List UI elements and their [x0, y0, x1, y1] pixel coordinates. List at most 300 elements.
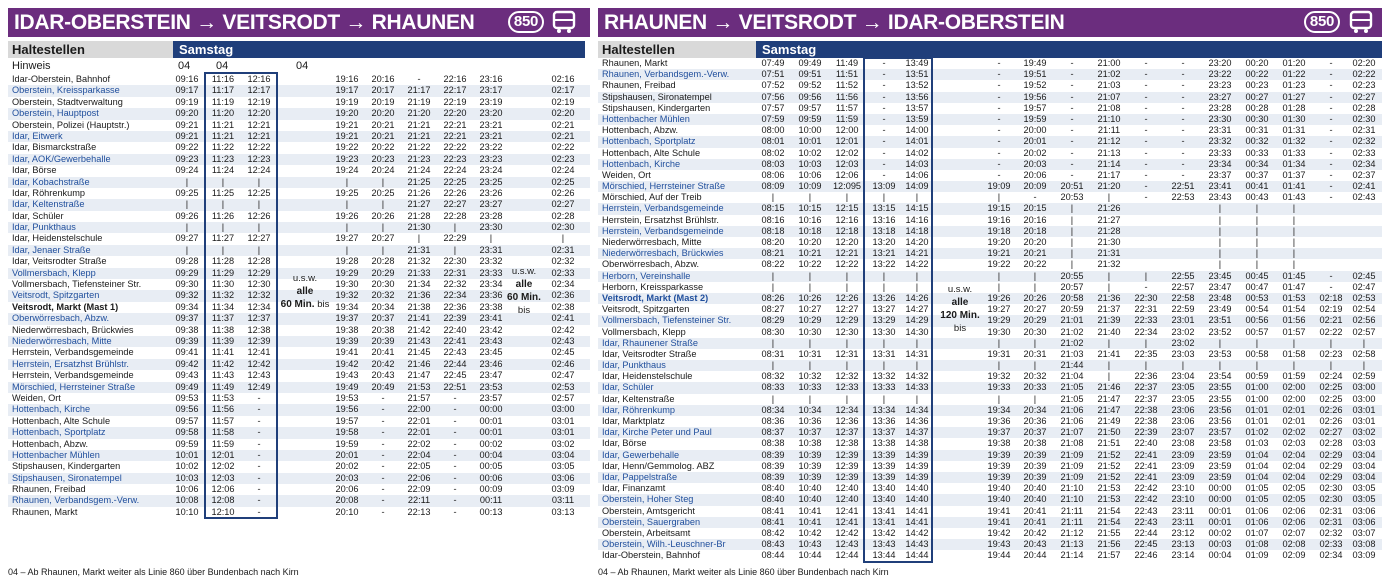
time-cell: |: [221, 222, 225, 233]
time-cell: 22:41: [1134, 449, 1158, 460]
time-cell: -: [1070, 102, 1074, 113]
table-row: [598, 550, 1382, 561]
time-cell: -: [1070, 136, 1074, 147]
time-cell: -: [257, 392, 261, 403]
time-cell: |: [915, 192, 919, 203]
time-cell: |: [1218, 237, 1222, 247]
time-cell: 02:27: [1319, 427, 1343, 438]
time-cell: 12:20: [247, 108, 271, 119]
time-cell: 11:32: [211, 290, 235, 301]
time-cell: |: [1218, 360, 1222, 371]
time-cell: |: [771, 393, 775, 404]
time-cell: 11:51: [835, 69, 859, 80]
time-cell: -: [257, 415, 261, 426]
time-cell: -: [1070, 125, 1074, 136]
time-cell: 10:40: [798, 483, 822, 494]
time-cell: 20:38: [371, 324, 395, 335]
time-cell: 12:00: [835, 125, 859, 136]
time-cell: 20:41: [371, 347, 395, 358]
time-cell: 10:33: [798, 382, 822, 393]
time-cell: 12:15: [835, 203, 859, 214]
time-cell: 02:00: [1282, 393, 1306, 404]
time-cell: 21:02: [1060, 337, 1084, 348]
time-cell: 19:56: [335, 404, 359, 415]
time-cell: 23:06: [1171, 416, 1195, 426]
time-cell: 11:27: [211, 233, 235, 244]
time-cell: 20:16: [1023, 214, 1047, 225]
time-cell: 11:34: [211, 301, 235, 312]
time-cell: 03:04: [1352, 471, 1376, 482]
table-row: [8, 495, 590, 506]
time-cell: 14:22: [905, 259, 929, 270]
time-cell: 09:43: [175, 370, 199, 381]
time-cell: |: [808, 393, 812, 404]
time-cell: 21:52: [1097, 460, 1121, 471]
time-cell: 23:08: [1171, 438, 1195, 449]
time-cell: 03:05: [1352, 494, 1376, 505]
time-cell: 14:00: [905, 125, 929, 136]
time-cell: 01:03: [1245, 438, 1269, 449]
time-cell: -: [257, 449, 261, 460]
table-row: [598, 506, 1382, 517]
time-cell: -: [453, 404, 457, 415]
time-cell: 01:31: [1282, 125, 1306, 136]
time-cell: |: [381, 222, 385, 233]
time-cell: 08:01: [761, 136, 785, 147]
time-cell: 03:09: [551, 484, 575, 495]
table-row: [8, 450, 590, 461]
time-cell: 08:27: [761, 304, 785, 315]
time-cell: 19:37: [987, 427, 1011, 438]
time-cell: -: [381, 461, 385, 472]
time-cell: 22:36: [443, 301, 467, 312]
time-cell: 22:21: [443, 130, 467, 141]
time-cell: 12:43: [835, 539, 859, 550]
stop-name: Oberstein, Amtsgericht: [602, 505, 695, 516]
table-row: [8, 473, 590, 484]
stop-name: Idar, AOK/Gewerbehalle: [12, 153, 111, 164]
time-cell: |: [1070, 225, 1074, 236]
time-cell: 02:31: [551, 244, 575, 255]
time-cell: 09:19: [175, 96, 199, 107]
time-cell: 09:42: [175, 358, 199, 369]
time-cell: |: [1292, 360, 1296, 371]
time-cell: 19:42: [987, 527, 1011, 538]
time-cell: |: [1070, 237, 1074, 247]
time-cell: 12:41: [835, 505, 859, 516]
time-cell: 10:43: [798, 539, 822, 550]
time-cell: 22:39: [443, 313, 467, 324]
stop-name: Veitsrodt, Spitzgarten: [602, 304, 690, 315]
time-cell: 02:25: [1319, 382, 1343, 393]
time-cell: 12:39: [247, 335, 271, 346]
time-cell: -: [1181, 125, 1185, 136]
time-cell: |: [771, 192, 775, 203]
time-cell: 07:56: [761, 91, 785, 102]
time-cell: 12:39: [835, 471, 859, 482]
time-cell: 22:34: [443, 290, 467, 301]
time-cell: 21:54: [1097, 505, 1121, 516]
time-cell: 03:04: [1352, 449, 1376, 460]
stop-name: Oberstein, Stadtverwaltung: [12, 96, 123, 107]
usw-note: [940, 283, 980, 335]
time-cell: 13:30: [872, 326, 896, 337]
time-cell: 00:00: [479, 404, 503, 415]
time-cell: 23:28: [479, 210, 503, 221]
stop-name: Weiden, Ort: [12, 392, 61, 403]
table-row: [8, 188, 590, 199]
time-cell: 23:03: [1171, 348, 1195, 359]
table-row: [598, 539, 1382, 550]
stop-name: Mörschied, Herrsteiner Straße: [602, 181, 726, 192]
time-cell: 19:42: [335, 358, 359, 369]
time-cell: 20:00: [1023, 125, 1047, 136]
time-cell: -: [1144, 91, 1148, 102]
time-cell: |: [345, 199, 349, 210]
time-cell: -: [882, 91, 886, 102]
bus-icon: [1348, 10, 1374, 34]
time-cell: 22:26: [443, 187, 467, 198]
time-cell: 23:33: [1208, 147, 1232, 158]
table-row: [8, 427, 590, 438]
time-cell: 19:26: [335, 210, 359, 221]
time-cell: |: [257, 244, 261, 255]
stop-name: Idar, Veitsrodter Straße: [12, 256, 107, 267]
time-cell: 03:07: [1352, 527, 1376, 538]
time-cell: 00:33: [1245, 147, 1269, 158]
time-cell: |: [221, 244, 225, 255]
time-cell: -: [1181, 69, 1185, 80]
usw-text: 120 Min.: [940, 310, 980, 321]
time-cell: 19:21: [987, 248, 1011, 259]
table-row: [598, 461, 1382, 472]
time-cell: -: [1329, 281, 1333, 292]
time-cell: 11:23: [211, 153, 235, 164]
time-cell: 23:20: [479, 108, 503, 119]
time-cell: 12:39: [835, 449, 859, 460]
time-cell: |: [997, 360, 1001, 371]
time-cell: 21:12: [1097, 136, 1121, 147]
time-cell: 08:00: [761, 125, 785, 136]
table-row: [598, 192, 1382, 203]
stop-name: Idar, Röhrenkump: [602, 404, 676, 415]
time-cell: |: [345, 222, 349, 233]
time-cell: 08:44: [761, 550, 785, 561]
time-cell: -: [882, 102, 886, 113]
time-cell: |: [1255, 259, 1259, 270]
stop-name: Stipshausen, Sironatempel: [12, 472, 122, 483]
time-cell: 23:43: [1208, 192, 1232, 203]
time-cell: 08:39: [761, 460, 785, 471]
time-cell: 12:01: [835, 136, 859, 147]
time-cell: 12:40: [835, 483, 859, 494]
time-cell: 12:33: [835, 382, 859, 393]
time-cell: 23:23: [1208, 80, 1232, 91]
time-cell: 21:01: [1060, 315, 1084, 326]
time-cell: 02:32: [1319, 527, 1343, 538]
table-row: [8, 131, 590, 142]
stop-name: Oberstein, Hauptpost: [12, 108, 99, 119]
time-cell: -: [997, 169, 1001, 180]
time-cell: 00:30: [1245, 113, 1269, 124]
time-cell: 10:02: [798, 147, 822, 158]
time-cell: 01:34: [1282, 158, 1306, 169]
time-cell: 23:48: [1208, 292, 1232, 303]
time-cell: 02:31: [1319, 516, 1343, 527]
time-cell: 20:01: [335, 449, 359, 460]
time-cell: 11:41: [211, 347, 235, 358]
time-cell: |: [845, 192, 849, 203]
table-row: [598, 271, 1382, 282]
time-cell: 08:09: [761, 181, 785, 192]
time-cell: 22:43: [1134, 505, 1158, 516]
time-cell: 20:19: [371, 96, 395, 107]
stop-name: Idar, Kobachstraße: [12, 176, 90, 187]
time-cell: -: [381, 449, 385, 460]
time-cell: 02:19: [1319, 304, 1343, 315]
time-cell: 01:06: [1245, 516, 1269, 527]
table-row: [598, 69, 1382, 80]
time-cell: 21:03: [1060, 348, 1084, 359]
table-row: [598, 125, 1382, 136]
time-cell: 12:38: [835, 438, 859, 449]
time-cell: 02:07: [1282, 527, 1306, 538]
time-cell: 12:39: [835, 460, 859, 471]
time-cell: -: [1329, 69, 1333, 80]
table-row: [8, 313, 590, 324]
time-cell: 13:49: [905, 58, 929, 68]
time-cell: 22:40: [443, 324, 467, 335]
time-cell: 20:39: [1023, 449, 1047, 460]
time-cell: 02:03: [1282, 438, 1306, 449]
time-cell: 21:42: [407, 324, 431, 335]
time-cell: 03:01: [1352, 416, 1376, 426]
time-cell: 23:55: [1208, 393, 1232, 404]
time-cell: 20:34: [371, 301, 395, 312]
time-cell: -: [453, 472, 457, 483]
table-row: [8, 484, 590, 495]
time-cell: 14:31: [905, 348, 929, 359]
time-cell: 20:25: [371, 187, 395, 198]
table-row: [598, 438, 1382, 449]
time-cell: 01:05: [1245, 494, 1269, 505]
time-cell: 12:36: [835, 416, 859, 426]
time-cell: 13:40: [872, 494, 896, 505]
time-cell: 09:28: [175, 256, 199, 267]
time-cell: 23:21: [479, 130, 503, 141]
time-cell: 03:05: [1352, 483, 1376, 494]
time-cell: 23:12: [1171, 527, 1195, 538]
time-cell: 20:28: [371, 256, 395, 267]
table-row: [8, 142, 590, 153]
table-row: [8, 370, 590, 381]
time-cell: 23:37: [1208, 169, 1232, 180]
time-cell: 01:43: [1282, 192, 1306, 203]
time-cell: 13:52: [905, 80, 929, 91]
time-cell: 02:04: [1282, 449, 1306, 460]
table-row: [598, 226, 1382, 237]
time-cell: 23:10: [1171, 483, 1195, 494]
table-row: [598, 450, 1382, 461]
time-cell: 00:22: [1245, 69, 1269, 80]
time-cell: 12:44: [835, 550, 859, 561]
time-cell: -: [381, 495, 385, 506]
time-cell: 21:06: [1060, 416, 1084, 426]
time-cell: 14:27: [905, 304, 929, 315]
time-cell: 20:39: [371, 335, 395, 346]
time-cell: |: [1255, 203, 1259, 214]
time-cell: 10:39: [798, 449, 822, 460]
stop-name: Stipshausen, Kindergarten: [602, 102, 711, 113]
time-cell: 11:52: [835, 80, 859, 91]
time-cell: 20:49: [371, 381, 395, 392]
time-cell: 19:41: [987, 505, 1011, 516]
time-cell: |: [1144, 360, 1148, 371]
time-cell: |: [417, 233, 421, 244]
time-cell: 21:49: [1097, 416, 1121, 426]
stop-name: Idar, Pappelstraße: [602, 471, 678, 482]
time-cell: 19:51: [1023, 69, 1047, 80]
time-cell: -: [882, 147, 886, 158]
time-cell: -: [1181, 102, 1185, 113]
time-cell: 23:05: [1171, 393, 1195, 404]
time-cell: 10:39: [798, 460, 822, 471]
stop-name: Rhaunen, Verbandsgem.-Verw.: [12, 495, 140, 506]
time-cell: 02:45: [1352, 270, 1376, 281]
time-cell: 02:23: [1319, 348, 1343, 359]
time-cell: |: [185, 222, 189, 233]
time-cell: -: [1329, 113, 1333, 124]
time-cell: 01:01: [1245, 404, 1269, 415]
time-cell: 01:20: [1282, 58, 1306, 68]
time-cell: 08:02: [761, 147, 785, 158]
time-cell: 13:32: [872, 371, 896, 382]
time-cell: 10:44: [798, 550, 822, 561]
time-cell: 22:22: [443, 142, 467, 153]
table-row: [8, 245, 590, 256]
time-cell: 20:10: [335, 506, 359, 517]
table-row: [598, 237, 1382, 248]
time-cell: 01:04: [1245, 449, 1269, 460]
time-cell: 22:38: [1134, 416, 1158, 426]
time-cell: 21:14: [1060, 550, 1084, 561]
time-cell: 23:04: [1171, 371, 1195, 382]
time-cell: 20:27: [1023, 304, 1047, 315]
time-cell: -: [381, 404, 385, 415]
time-cell: -: [257, 427, 261, 438]
time-cell: 01:30: [1282, 113, 1306, 124]
time-cell: 23:54: [1208, 371, 1232, 382]
time-cell: 02:23: [1352, 80, 1376, 91]
stop-name: Hottenbach, Sportplatz: [12, 427, 106, 438]
time-cell: 02:29: [1319, 460, 1343, 471]
time-cell: 13:18: [872, 225, 896, 236]
time-cell: 00:54: [1245, 304, 1269, 315]
usw-text: u.s.w.: [947, 284, 973, 295]
time-cell: -: [1070, 158, 1074, 169]
time-cell: 22:30: [443, 256, 467, 267]
time-cell: 21:53: [1097, 483, 1121, 494]
time-cell: -: [1329, 125, 1333, 136]
time-cell: 20:43: [371, 370, 395, 381]
time-cell: 01:07: [1245, 527, 1269, 538]
time-cell: 21:45: [407, 347, 431, 358]
time-cell: -: [1144, 158, 1148, 169]
time-cell: 21:54: [1097, 516, 1121, 527]
time-cell: 21:19: [407, 96, 431, 107]
footnote: 04 – Ab Rhaunen, Markt weiter als Linie 860 über Bundenbach nach Kirn: [8, 567, 299, 577]
time-cell: |: [185, 176, 189, 187]
time-cell: 20:02: [335, 461, 359, 472]
time-cell: -: [1329, 102, 1333, 113]
table-row: [598, 494, 1382, 505]
time-cell: |: [257, 199, 261, 210]
time-cell: 19:28: [335, 256, 359, 267]
time-cell: |: [845, 270, 849, 281]
time-cell: 22:02: [407, 438, 431, 449]
time-cell: 01:32: [1282, 136, 1306, 147]
route-title: IDAR-OBERSTEIN → VEITSRODT → RHAUNEN: [14, 11, 475, 34]
time-cell: 02:05: [1282, 483, 1306, 494]
time-cell: 20:38: [1023, 438, 1047, 449]
time-cell: 10:32: [798, 371, 822, 382]
stop-name: Mörschied, Auf der Treib: [602, 192, 702, 203]
usw-text: bis: [317, 299, 330, 310]
time-cell: |: [1292, 237, 1296, 247]
stop-name: Oberwörresbach, Abzw.: [12, 313, 110, 324]
time-cell: 00:01: [1208, 505, 1232, 516]
time-cell: 23:59: [1208, 471, 1232, 482]
time-cell: 14:29: [905, 315, 929, 326]
time-cell: 21:43: [407, 335, 431, 346]
time-cell: 02:31: [1319, 505, 1343, 516]
stop-name: Hottenbach, Abzw.: [602, 125, 679, 136]
time-cell: -: [1181, 136, 1185, 147]
time-cell: 22:44: [1134, 527, 1158, 538]
time-cell: -: [257, 461, 261, 472]
time-cell: -: [257, 495, 261, 506]
time-cell: |: [1255, 214, 1259, 225]
time-cell: 21:31: [407, 244, 431, 255]
table-row: [8, 154, 590, 165]
time-cell: 20:17: [371, 85, 395, 96]
time-cell: 21:46: [1097, 382, 1121, 393]
time-cell: 21:51: [1097, 438, 1121, 449]
time-cell: -: [1329, 58, 1333, 68]
stop-name: Rhaunen, Freibad: [12, 484, 86, 495]
time-cell: 13:44: [872, 550, 896, 561]
time-cell: 20:32: [1023, 371, 1047, 382]
stop-name: Idar, Börse: [602, 438, 647, 449]
time-cell: 21:05: [1060, 393, 1084, 404]
time-cell: 21:47: [407, 370, 431, 381]
time-cell: 11:22: [211, 142, 235, 153]
time-cell: 10:18: [798, 225, 822, 236]
time-cell: 12:23: [247, 153, 271, 164]
time-cell: 14:43: [905, 539, 929, 550]
time-cell: 14:26: [905, 292, 929, 303]
time-cell: 02:04: [1282, 460, 1306, 471]
time-cell: 01:41: [1282, 181, 1306, 192]
time-cell: 03:06: [551, 472, 575, 483]
stop-name: Hottenbach, Kirche: [12, 404, 91, 415]
time-cell: -: [1329, 270, 1333, 281]
time-cell: 23:22: [1208, 69, 1232, 80]
time-cell: 11:57: [211, 415, 235, 426]
time-cell: 00:28: [1245, 102, 1269, 113]
time-cell: 20:23: [371, 153, 395, 164]
table-row: [598, 293, 1382, 304]
